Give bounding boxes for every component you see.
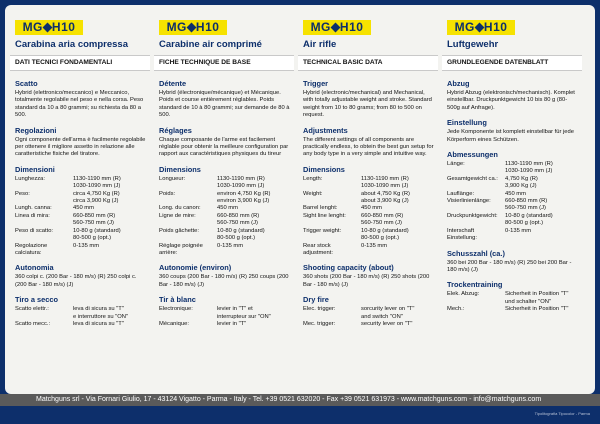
spec-label xyxy=(303,235,361,242)
spec-value: environ 4,750 Kg (R) xyxy=(217,190,271,197)
spec-label: Barrel lenght: xyxy=(303,205,338,212)
logo-diamond-icon xyxy=(474,22,484,32)
logo xyxy=(303,20,371,35)
logo xyxy=(447,20,515,35)
logo-h10: H10 xyxy=(339,20,364,34)
section-heading: Dimensioni xyxy=(15,164,55,174)
spec-row xyxy=(447,291,579,306)
section-heading: Tir à blanc xyxy=(159,295,196,305)
logo-h10: H10 xyxy=(195,20,220,34)
spec-label xyxy=(447,205,505,212)
spec-value: 450 mm xyxy=(361,205,382,212)
spec-label xyxy=(159,220,217,227)
spec-value: 1130-1190 mm (R) xyxy=(73,175,121,182)
spec-value: 560-750 mm (J) xyxy=(73,220,114,227)
logo xyxy=(15,20,83,35)
spec-row xyxy=(447,228,579,243)
spec-row xyxy=(447,161,579,168)
spec-value: 0-135 mm xyxy=(361,242,388,249)
spec-label: Lungh. canna: xyxy=(15,205,52,212)
spec-row xyxy=(447,306,579,313)
section-heading: Réglages xyxy=(159,125,192,135)
section-header: FICHE TECHNIQUE DE BASE xyxy=(159,59,251,66)
spec-row xyxy=(15,198,147,205)
spec-label: Long. du canon: xyxy=(159,205,201,212)
spec-value: 1130-1190 mm (R) xyxy=(361,175,409,182)
section-text: Chaque composante de l'arme est facilement réglable pour obtenir la meilleure configuration par rapport aux caractéristiques physiques du tireur xyxy=(159,136,289,158)
logo-mg: MG xyxy=(166,20,187,34)
spec-value: 560-750 mm (J) xyxy=(505,205,546,212)
spec-value: Sicherheit in Position "T" und schalter "ON" xyxy=(505,291,569,305)
spec-row xyxy=(447,191,579,198)
spec-label: Peso di scatto: xyxy=(15,227,54,234)
spec-value: 660-850 mm (R) xyxy=(217,212,260,219)
column-english xyxy=(298,5,438,389)
spec-label: Visierlinienlänge: xyxy=(447,198,491,205)
section-heading: Dry fire xyxy=(303,295,329,305)
spec-value: 660-850 mm (R) xyxy=(361,212,404,219)
section-header-band xyxy=(298,55,438,71)
spec-label: Poids: xyxy=(159,190,176,197)
spec-row xyxy=(15,220,147,227)
spec-row xyxy=(303,314,435,321)
section-heading: Shooting capacity (about) xyxy=(303,263,394,273)
footer-bar xyxy=(0,394,600,406)
section-text: Jede Komponente ist komplett einstellbar für jede Körperform eines Schützen. xyxy=(447,129,574,143)
spec-row xyxy=(447,205,579,212)
section-header: TECHNICAL BASIC DATA xyxy=(303,59,383,66)
section-text: Ogni componente dell'arma è facilmente regolabile per ottenere il migliore assetto in relazione alle caratteristiche fisiche del tiratore. xyxy=(15,136,146,158)
spec-label: Regolazione calciatura: xyxy=(15,242,48,256)
spec-label xyxy=(15,183,73,190)
spec-label: Elec. trigger: xyxy=(303,306,336,313)
spec-value: 0-135 mm xyxy=(217,242,244,249)
printer-credit: Tipolitografia Tipocolor - Parma xyxy=(534,411,590,416)
spec-label: Length: xyxy=(303,175,323,182)
spec-value: 660-850 mm (R) xyxy=(73,212,116,219)
spec-label: Rear stock adjustment: xyxy=(303,242,333,256)
spec-value: leva di sicura su "T" xyxy=(73,320,124,327)
spec-value: e interruttore su "ON" xyxy=(73,313,129,320)
spec-value: 1030-1090 mm (J) xyxy=(73,183,121,190)
logo-h10: H10 xyxy=(483,20,508,34)
section-heading: Trockentraining xyxy=(447,280,503,290)
column-body xyxy=(15,79,147,328)
product-title: Air rifle xyxy=(303,39,337,50)
spec-row xyxy=(303,235,435,242)
spec-label: Gesamtgewicht ca.: xyxy=(447,175,498,182)
spec-label: Scatto elettr.: xyxy=(15,306,49,313)
section-heading: Scatto xyxy=(15,79,38,88)
section-heading: Dimensions xyxy=(159,164,201,174)
spec-row xyxy=(447,220,579,227)
spec-row xyxy=(159,205,291,212)
spec-row xyxy=(15,183,147,190)
spec-row xyxy=(303,183,435,190)
spec-value: 80-500 g (opt.) xyxy=(73,235,112,242)
section-heading: Regolazioni xyxy=(15,125,57,135)
spec-row xyxy=(159,321,291,328)
spec-label xyxy=(159,235,217,242)
spec-row xyxy=(159,235,291,242)
spec-label xyxy=(303,198,361,205)
spec-row xyxy=(303,205,435,212)
section-text: 360 shots (200 Bar - 180 m/s) (R) 250 shots (200 Bar - 180 m/s) (J) xyxy=(303,274,430,288)
spec-value: 10-80 g (standard) xyxy=(217,227,265,234)
spec-value: sorcurity lever on "T" xyxy=(361,306,415,313)
spec-row xyxy=(15,213,147,220)
spec-value: circa 4,750 Kg (R) xyxy=(73,190,120,197)
spec-row xyxy=(159,213,291,220)
spec-value: 0-135 mm xyxy=(505,227,532,234)
section-heading: Détente xyxy=(159,79,187,88)
spec-label xyxy=(303,183,361,190)
spec-row xyxy=(303,220,435,227)
spec-value: Sicherheit in Position "T" xyxy=(505,306,569,313)
section-text: Hybrid (électronique/mécanique) et Mécanique. Poids et course entièrement réglables. Poids standard de 10 à 80 grammi; sur demande de 80 à 500. xyxy=(159,90,290,119)
spec-value: 80-500 g (opt.) xyxy=(505,220,544,227)
spec-value: security lever on "T" xyxy=(361,320,413,327)
spec-label: Länge: xyxy=(447,161,465,168)
spec-value: 1030-1090 mm (J) xyxy=(217,183,265,190)
section-heading: Abmessungen xyxy=(447,150,498,160)
section-text: 360 bei 200 Bar - 180 m/s) (R) 250 bei 200 Bar - 180 m/s) (J) xyxy=(447,259,572,273)
spec-label xyxy=(159,183,217,190)
spec-label xyxy=(15,220,73,227)
product-title: Carabina aria compressa xyxy=(15,39,129,50)
section-heading: Tiro a secco xyxy=(15,295,58,305)
spec-value: 1130-1190 mm (R) xyxy=(505,161,553,168)
spec-row xyxy=(159,220,291,227)
section-text: Hybrid Abzug (elektronisch/mechanisch). Komplet einstellbar. Druckpunktgewicht 10 bis 80 g (80-500g auf Anfrage). xyxy=(447,90,575,111)
spec-label: Linea di mira: xyxy=(15,212,50,219)
spec-row xyxy=(159,243,291,258)
spec-row xyxy=(447,176,579,183)
section-heading: Autonomie (environ) xyxy=(159,263,232,273)
spec-row xyxy=(159,306,291,313)
spec-label: Interschaft Einstellung: xyxy=(447,227,477,242)
spec-value: 450 mm xyxy=(505,190,526,197)
product-title: Carabine air comprimé xyxy=(159,39,262,50)
section-heading: Einstellung xyxy=(447,118,487,128)
spec-value: about 4,750 Kg (R) xyxy=(361,190,410,197)
spec-row xyxy=(447,198,579,205)
section-heading: Autonomia xyxy=(15,263,54,273)
spec-label: Poids gâchette: xyxy=(159,227,199,234)
spec-row xyxy=(159,314,291,321)
spec-label: Trigger weight: xyxy=(303,227,342,234)
section-header: DATI TECNICI FONDAMENTALI xyxy=(15,59,113,66)
logo-h10: H10 xyxy=(51,20,76,34)
spec-value: 0-135 mm xyxy=(73,242,100,249)
spec-sheet xyxy=(5,5,595,394)
spec-row xyxy=(447,213,579,220)
section-heading: Schusszahl (ca.) xyxy=(447,248,505,258)
section-header-band xyxy=(442,55,582,71)
spec-row xyxy=(303,228,435,235)
spec-label: Weight: xyxy=(303,190,323,197)
spec-value: 80-500 g (opt.) xyxy=(217,235,256,242)
spec-row xyxy=(159,198,291,205)
spec-label: Lunghezza: xyxy=(15,175,45,182)
spec-value: circa 3,900 Kg (J) xyxy=(73,198,119,205)
spec-row xyxy=(15,243,147,258)
column-body xyxy=(447,79,579,314)
spec-label: Mécanique: xyxy=(159,320,189,327)
spec-label xyxy=(15,235,73,242)
spec-value: levier in "T" et xyxy=(217,306,253,313)
spec-value: interrupteur sur "ON" xyxy=(217,313,271,320)
spec-label: Ligne de mire: xyxy=(159,212,196,219)
section-text: The different settings of all components are practically endless, to obtein the best gun setup for any body type in a very simple and intuitive way. xyxy=(303,136,434,158)
spec-row xyxy=(15,321,147,328)
section-text: 360 colpi c. (200 Bar - 180 m/s) (R) 250 colpi c. (200 Bar - 180 m/s) (J) xyxy=(15,274,137,288)
section-text: Hybrid (elettronico/meccanico) e Meccanico, totalmente regolabile nel peso e nella corsa. Peso standard da 10 a 80 grammi; su richiesta da 80 a 500. xyxy=(15,90,144,119)
spec-row xyxy=(159,228,291,235)
section-header: GRUNDLEGENDE DATENBLATT xyxy=(447,59,549,66)
spec-label xyxy=(303,314,361,321)
spec-row xyxy=(303,198,435,205)
spec-row xyxy=(447,168,579,175)
spec-row xyxy=(303,176,435,183)
spec-value: 10-80 g (standard) xyxy=(505,212,553,219)
spec-label xyxy=(447,183,505,190)
spec-label: Peso: xyxy=(15,190,30,197)
section-text: Hybrid (electronic/mechanical) and Mechanical, with totally adjustable weight and stroke. Standard weight from 10 to 80 grams; from 80 to 500 on request. xyxy=(303,90,432,119)
column-italian xyxy=(10,5,150,389)
spec-row xyxy=(303,191,435,198)
column-german xyxy=(442,5,582,389)
section-header-band xyxy=(10,55,150,71)
spec-row xyxy=(15,235,147,242)
spec-value: about 3,900 Kg (J) xyxy=(361,198,409,205)
spec-row xyxy=(447,183,579,190)
spec-label: Longueur: xyxy=(159,175,186,182)
spec-value: 1030-1090 mm (J) xyxy=(505,168,553,175)
spec-label: Lauflänge: xyxy=(447,190,475,197)
spec-label: Réglage poignée arrière: xyxy=(159,242,203,256)
logo-mg: MG xyxy=(22,20,43,34)
spec-row xyxy=(15,205,147,212)
spec-label xyxy=(447,220,505,227)
spec-value: 4,750 Kg (R) xyxy=(505,175,538,182)
spec-value: 660-850 mm (R) xyxy=(505,198,548,205)
footer-contact: Matchguns srl - Via Fornari Giulio, 17 - 43124 Vigatto - Parma - Italy - Tel. +39 0521 632020 - Fax +39 0521 631973 - www.matchguns.com - info@matchguns.com xyxy=(36,396,542,403)
spec-value: leva di sicura su "T" xyxy=(73,306,124,313)
spec-value: 560-750 mm (J) xyxy=(361,220,402,227)
spec-value: 450 mm xyxy=(217,205,238,212)
section-text: 360 coups (200 Bar - 180 m/s) (R) 250 coups (200 Bar - 180 m/s) (J) xyxy=(159,274,289,288)
spec-label xyxy=(303,220,361,227)
section-header-band xyxy=(154,55,294,71)
section-heading: Dimensions xyxy=(303,164,345,174)
spec-value: 10-80 g (standard) xyxy=(361,227,409,234)
spec-label xyxy=(159,314,217,321)
spec-row xyxy=(159,183,291,190)
spec-label xyxy=(15,314,73,321)
section-heading: Trigger xyxy=(303,79,329,88)
spec-value: 1130-1190 mm (R) xyxy=(217,175,265,182)
spec-label: Scatto mecc.: xyxy=(15,320,51,327)
product-title: Luftgewehr xyxy=(447,39,499,50)
spec-value: 450 mm xyxy=(73,205,94,212)
spec-label: Mec. trigger: xyxy=(303,320,336,327)
logo-mg: MG xyxy=(454,20,475,34)
spec-row xyxy=(303,213,435,220)
spec-row xyxy=(15,191,147,198)
spec-row xyxy=(15,306,147,313)
logo-diamond-icon xyxy=(330,22,340,32)
spec-value: 10-80 g (standard) xyxy=(73,227,121,234)
spec-value: 3,900 Kg (J) xyxy=(505,183,537,190)
spec-label: Electronique: xyxy=(159,306,193,313)
spec-row xyxy=(303,321,435,328)
column-body xyxy=(159,79,291,328)
spec-value: 1030-1090 mm (J) xyxy=(361,183,409,190)
spec-row xyxy=(159,176,291,183)
spec-row xyxy=(303,243,435,258)
logo-diamond-icon xyxy=(42,22,52,32)
spec-value: and switch "ON" xyxy=(361,313,403,320)
column-french xyxy=(154,5,294,389)
spec-label: Druckpunktgewicht: xyxy=(447,212,498,219)
spec-label xyxy=(447,168,505,175)
spec-value: environ 3,900 Kg (J) xyxy=(217,198,270,205)
logo xyxy=(159,20,227,35)
spec-row xyxy=(303,306,435,313)
spec-label: Sight line lenght: xyxy=(303,212,346,219)
section-heading: Adjustments xyxy=(303,125,348,135)
spec-label: Elek. Abzug: xyxy=(447,291,480,298)
spec-value: 80-500 g (opt.) xyxy=(361,235,400,242)
logo-diamond-icon xyxy=(186,22,196,32)
column-body xyxy=(303,79,435,328)
spec-row xyxy=(15,314,147,321)
spec-value: 560-750 mm (J) xyxy=(217,220,258,227)
spec-row xyxy=(15,228,147,235)
spec-row xyxy=(15,176,147,183)
section-heading: Abzug xyxy=(447,79,470,88)
logo-mg: MG xyxy=(310,20,331,34)
spec-label xyxy=(159,198,217,205)
spec-label: Mech.: xyxy=(447,306,465,313)
spec-row xyxy=(159,191,291,198)
spec-value: levier in "T" xyxy=(217,320,247,327)
spec-label xyxy=(15,198,73,205)
